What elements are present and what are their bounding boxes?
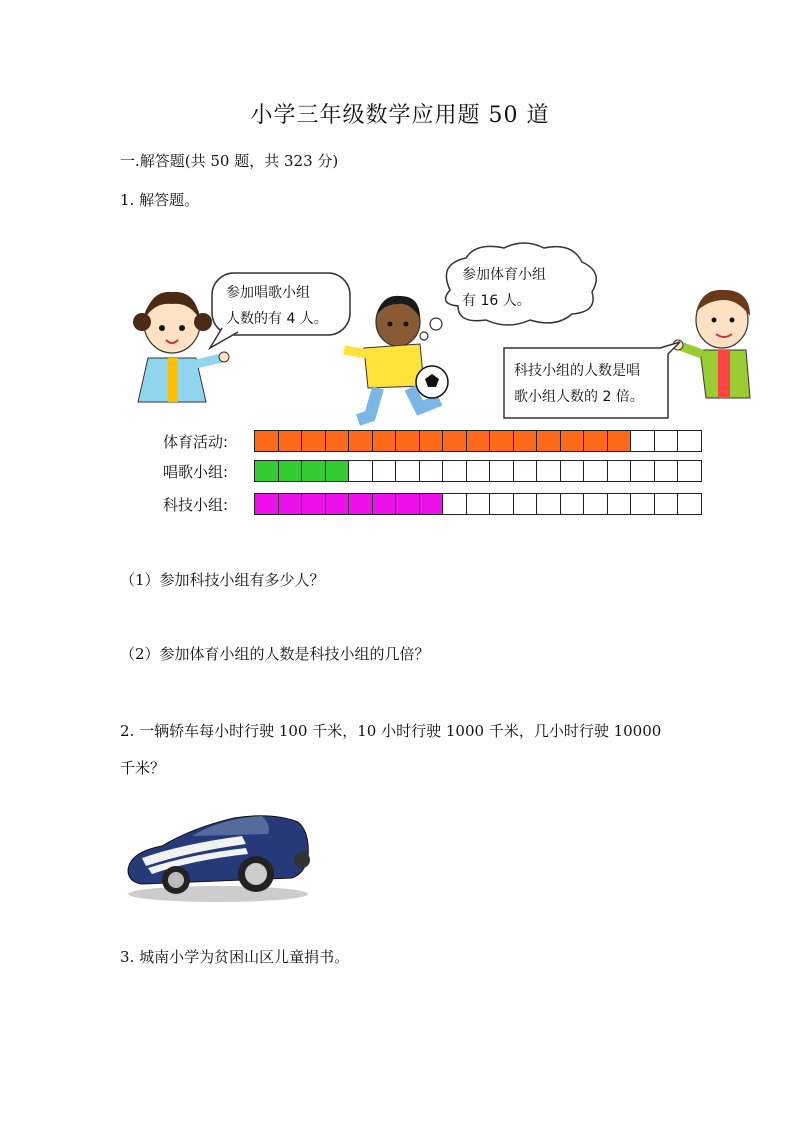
empty-cell [536, 493, 561, 515]
empty-cell [677, 493, 702, 515]
empty-cell [677, 430, 702, 452]
filled-cell [419, 493, 444, 515]
empty-cell [395, 460, 420, 482]
question-2-line-2: 千米？ [120, 759, 166, 777]
filled-cell [325, 430, 350, 452]
boy-illustration [344, 296, 448, 420]
filled-cell [395, 493, 420, 515]
empty-cell [513, 493, 538, 515]
activity-row-label: 科技小组: [163, 495, 229, 514]
right-bubble-text [514, 358, 644, 410]
question-1-illustration [120, 240, 760, 530]
empty-cell [466, 460, 491, 482]
activity-row-cells [255, 460, 702, 482]
question-2-line-1: 2. 一辆轿车每小时行驶 100 千米，10 小时行驶 1000 千米，几小时行驶 10000 [120, 722, 662, 740]
empty-cell [630, 460, 655, 482]
right-bubble-line-1: 科技小组的人数是唱 [514, 363, 640, 379]
empty-cell [560, 460, 585, 482]
girl-bubble-text [226, 280, 328, 332]
filled-cell [560, 430, 585, 452]
boy-bubble-text [462, 262, 546, 314]
activity-row-label: 体育活动: [163, 432, 229, 451]
empty-cell [630, 430, 655, 452]
question-1-sub-1: （1）参加科技小组有多少人？ [120, 571, 325, 589]
question-3-label: 3. 城南小学为贫困山区儿童捐书。 [120, 948, 350, 966]
empty-cell [607, 493, 632, 515]
activity-row [163, 493, 702, 515]
page-title: 小学三年级数学应用题 50 道 [250, 103, 550, 128]
filled-cell [513, 430, 538, 452]
filled-cell [301, 460, 326, 482]
filled-cell [607, 430, 632, 452]
section-heading: 一.解答题(共 50 题，共 323 分) [120, 152, 339, 170]
empty-cell [489, 493, 514, 515]
empty-cell [442, 493, 467, 515]
empty-cell [560, 493, 585, 515]
empty-cell [677, 460, 702, 482]
empty-cell [583, 493, 608, 515]
filled-cell [536, 430, 561, 452]
filled-cell [419, 430, 444, 452]
empty-cell [372, 460, 397, 482]
boy-bubble-line-1: 参加体育小组 [462, 267, 546, 283]
girl-bubble-line-2: 人数的有 4 人。 [226, 311, 328, 327]
filled-cell [372, 430, 397, 452]
empty-cell [489, 460, 514, 482]
activity-row [163, 460, 702, 482]
filled-cell [278, 430, 303, 452]
right-bubble-line-2: 歌小组人数的 2 倍。 [514, 389, 644, 405]
filled-cell [254, 493, 279, 515]
question-1-label: 1. 解答题。 [120, 191, 200, 209]
activity-row [163, 430, 702, 452]
activity-row-cells [255, 430, 702, 452]
filled-cell [583, 430, 608, 452]
boy-bubble-line-2: 有 16 人。 [462, 293, 531, 309]
question-1-sub-2: （2）参加体育小组的人数是科技小组的几倍？ [120, 645, 430, 663]
empty-cell [654, 430, 679, 452]
filled-cell [348, 430, 373, 452]
filled-cell [254, 430, 279, 452]
empty-cell [466, 493, 491, 515]
activity-row-cells [255, 493, 702, 515]
empty-cell [630, 493, 655, 515]
filled-cell [301, 430, 326, 452]
filled-cell [278, 460, 303, 482]
filled-cell [325, 460, 350, 482]
filled-cell [395, 430, 420, 452]
filled-cell [301, 493, 326, 515]
empty-cell [654, 493, 679, 515]
activity-row-label: 唱歌小组: [163, 462, 229, 481]
empty-cell [654, 460, 679, 482]
filled-cell [254, 460, 279, 482]
empty-cell [513, 460, 538, 482]
filled-cell [348, 493, 373, 515]
filled-cell [466, 430, 491, 452]
car-illustration [122, 808, 314, 904]
filled-cell [325, 493, 350, 515]
filled-cell [489, 430, 514, 452]
right-boy-illustration [673, 290, 750, 398]
empty-cell [348, 460, 373, 482]
filled-cell [278, 493, 303, 515]
empty-cell [442, 460, 467, 482]
empty-cell [419, 460, 444, 482]
empty-cell [607, 460, 632, 482]
empty-cell [536, 460, 561, 482]
filled-cell [372, 493, 397, 515]
empty-cell [583, 460, 608, 482]
filled-cell [442, 430, 467, 452]
girl-bubble-line-1: 参加唱歌小组 [226, 285, 310, 301]
